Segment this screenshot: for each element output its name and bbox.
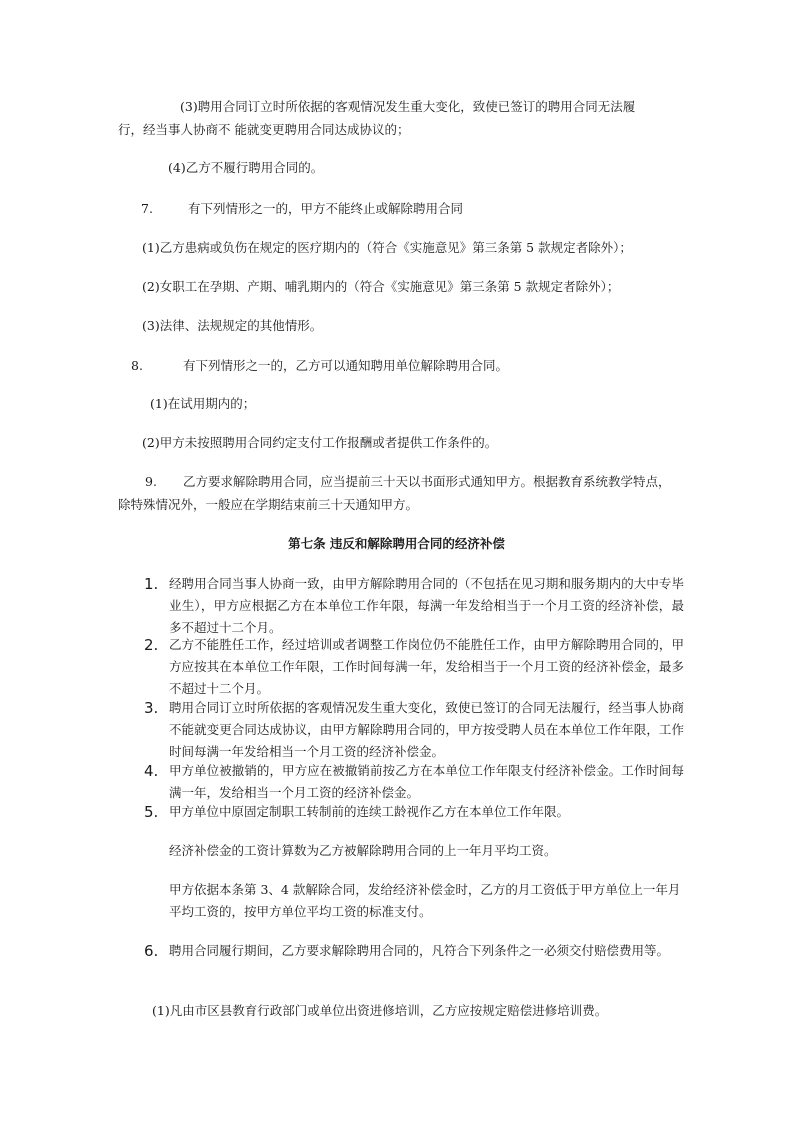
clause-9-line2: 除特殊情况外，一般应在学期结束前三十天通知甲方。	[118, 497, 419, 512]
list-item-number: 4.	[144, 762, 159, 780]
clause-7-text: 有下列情形之一的，甲方不能终止或解除聘用合同	[188, 201, 464, 216]
clause-8-text: 有下列情形之一的，乙方可以通知聘用单位解除聘用合同。	[183, 358, 509, 373]
clause-6-3-line1: (3)聘用合同订立时所依据的客观情况发生重大变化，致使已签订的聘用合同无法履	[180, 99, 636, 114]
list-item-number: 2.	[144, 636, 159, 654]
list-item-number: 3.	[144, 699, 159, 717]
clause-7-number: 7.	[141, 201, 153, 216]
list-item	[144, 801, 684, 823]
section-7-title: 第七条 违反和解除聘用合同的经济补偿	[288, 536, 505, 551]
clause-6-4: (4)乙方不履行聘用合同的。	[168, 160, 324, 175]
clause-7-2: (2)女职工在孕期、产期、哺乳期内的（符合《实施意见》第三条第 5 款规定者除外）；	[142, 279, 620, 294]
clause-6-3-line2: 行，经当事人协商不 能就变更聘用合同达成协议的；	[118, 122, 410, 137]
clause-7-3: (3)法律、法规规定的其他情形。	[142, 318, 323, 333]
list-item-text: 乙方不能胜任工作，经过培训或者调整工作岗位仍不能胜任工作，由甲方解除聘用合同的，甲方应按其在本单位工作年限，工作时间每满一年，发给相当于一个月工资的经济补偿金，最多不超过十二个月。	[169, 637, 684, 696]
list-item-number: 6.	[144, 942, 159, 960]
list-item	[144, 697, 684, 763]
clause-9-line1: 乙方要求解除聘用合同，应当提前三十天以书面形式通知甲方。根据教育系统教学特点，	[183, 474, 671, 489]
clause-6-1-training: (1)凡由市区县教育行政部门或单位出资进修培训，乙方应按规定赔偿进修培训费。	[152, 1003, 608, 1018]
list-item-text: 聘用合同订立时所依据的客观情况发生重大变化，致使已签订的合同无法履行，经当事人协商不能就变更合同达成协议，由甲方解除聘用合同的，甲方按受聘人员在本单位工作年限，工作时间每满一年发给相当一个月工资的经济补偿金。	[169, 700, 684, 759]
list-item-text: 经聘用合同当事人协商一致，由甲方解除聘用合同的（不包括在见习期和服务期内的大中专毕业生），甲方应根据乙方在本单位工作年限，每满一年发给相当于一个月工资的经济补偿，最多不超过十二个月。	[169, 576, 684, 635]
list-item-text: 甲方单位中原固定制职工转制前的连续工龄视作乙方在本单位工作年限。	[169, 804, 570, 819]
list-item	[144, 940, 684, 984]
list-item-text: 聘用合同履行期间，乙方要求解除聘用合同的，凡符合下列条件之一必须交付赔偿费用等。	[169, 943, 670, 958]
list-item-number: 5.	[144, 803, 159, 821]
list-item-number: 1.	[144, 575, 159, 593]
clause-8-1: (1)在试用期内的；	[150, 396, 256, 411]
wage-basis-paragraph: 经济补偿金的工资计算数为乙方被解除聘用合同的上一年月平均工资。	[169, 843, 557, 858]
clause-9-number: 9.	[145, 474, 157, 489]
clause-7-1: (1)乙方患病或负伤在规定的医疗期内的（符合《实施意见》第三条第 5 款规定者除外）；	[142, 240, 632, 255]
payment-standard-paragraph: 甲方依据本条第 3、4 款解除合同，发给经济补偿金时，乙方的月工资低于甲方单位上一年月平均工资的，按甲方单位平均工资的标准支付。	[169, 882, 681, 919]
list-item	[144, 760, 684, 804]
list-item-text: 甲方单位被撤销的，甲方应在被撤销前按乙方在本单位工作年限支付经济补偿金。工作时间每满一年，发给相当一个月工资的经济补偿金。	[169, 763, 684, 800]
clause-8-number: 8.	[131, 358, 143, 373]
list-item	[144, 634, 684, 700]
clause-8-2: (2)甲方未按照聘用合同约定支付工作报酬或者提供工作条件的。	[142, 435, 498, 450]
list-item	[144, 573, 684, 639]
